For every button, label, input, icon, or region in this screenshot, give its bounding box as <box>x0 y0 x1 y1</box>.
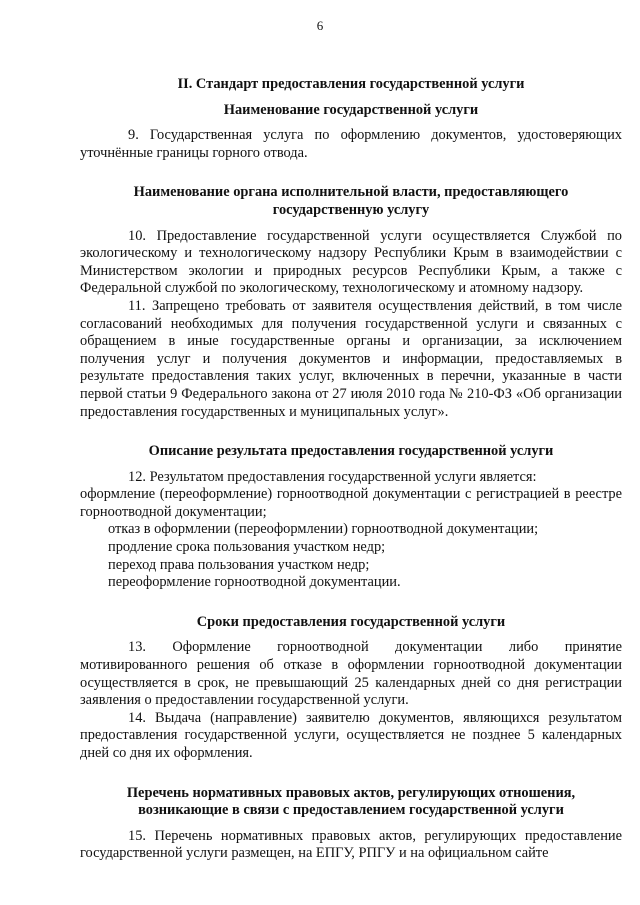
paragraph-11: 11. Запрещено требовать от заявителя осуществления действий, в том числе согласований необходимых для получения государственной услуги и связанных с обращением в иные государственные органы и организации, за исключением получения услуг и получения документов и информации, предоставляемых в результате предоставления таких услуг, включенных в перечни, указанные в части первой статьи 9 Федерального закона от 27 июля 2010 года № 210-ФЗ «Об организации предоставления государственных и муниципальных услуг». <box>80 297 622 420</box>
result-item-3: продление срока пользования участком недр; <box>108 539 386 556</box>
result-item-5: переоформление горноотводной документации. <box>108 574 401 591</box>
paragraph-13-line1: 13. Оформление горноотводной документации либо принятие <box>128 639 622 656</box>
result-item-1: оформление (переоформление) горноотводной документации с регистрацией в реестре горноотводной документации; <box>80 486 622 520</box>
result-item-2: отказ в оформлении (переоформлении) горноотводной документации; <box>108 521 539 538</box>
page-number: 6 <box>316 18 324 33</box>
paragraph-9: 9. Государственная услуга по оформлению документов, удостоверяющих уточнённые границы горного отвода. <box>80 127 622 161</box>
heading-authority-line2: государственную услугу <box>272 201 430 218</box>
paragraph-15: 15. Перечень нормативных правовых актов, регулирующих предоставление государственной услуги размещен, на ЕПГУ, РПГУ и на официальном сайте <box>80 827 622 862</box>
paragraph-13-rest: мотивированного решения об отказе в оформлении горноотводной документации осуществляется в срок, не превышающий 25 календарных дней со дня регистрации заявления о предоставлении государственной услуги. <box>80 657 622 709</box>
document-body <box>80 76 622 863</box>
heading-legal-acts-line2: возникающие в связи с предоставлением государственной услуги <box>138 802 564 819</box>
heading-authority-line1: Наименование органа исполнительной власти, предоставляющего <box>133 184 569 201</box>
heading-deadlines: Сроки предоставления государственной услуги <box>196 613 506 630</box>
paragraph-10: 10. Предоставление государственной услуги осуществляется Службой по экологическому и технологическому надзору Республики Крым в взаимодействии с Министерством экологии и природных ресурсов Республики Крым, а также с Федеральной службой по экологическому, технологическому и атомному надзору. <box>80 227 622 297</box>
paragraph-12: 12. Результатом предоставления государственной услуги является: <box>128 468 537 485</box>
heading-authority <box>80 184 622 219</box>
heading-legal-acts <box>80 785 622 820</box>
result-item-4: переход права пользования участком недр; <box>108 556 370 573</box>
heading-legal-acts-line1: Перечень нормативных правовых актов, регулирующих отношения, <box>126 784 576 801</box>
paragraph-14: 14. Выдача (направление) заявителю документов, являющихся результатом предоставления государственной услуги, осуществляется не позднее 5 календарных дней со дня их оформления. <box>80 709 622 761</box>
section-title: II. Стандарт предоставления государственной услуги <box>177 76 525 92</box>
heading-service-name: Наименование государственной услуги <box>223 101 479 118</box>
heading-result: Описание результата предоставления государственной услуги <box>148 443 554 460</box>
